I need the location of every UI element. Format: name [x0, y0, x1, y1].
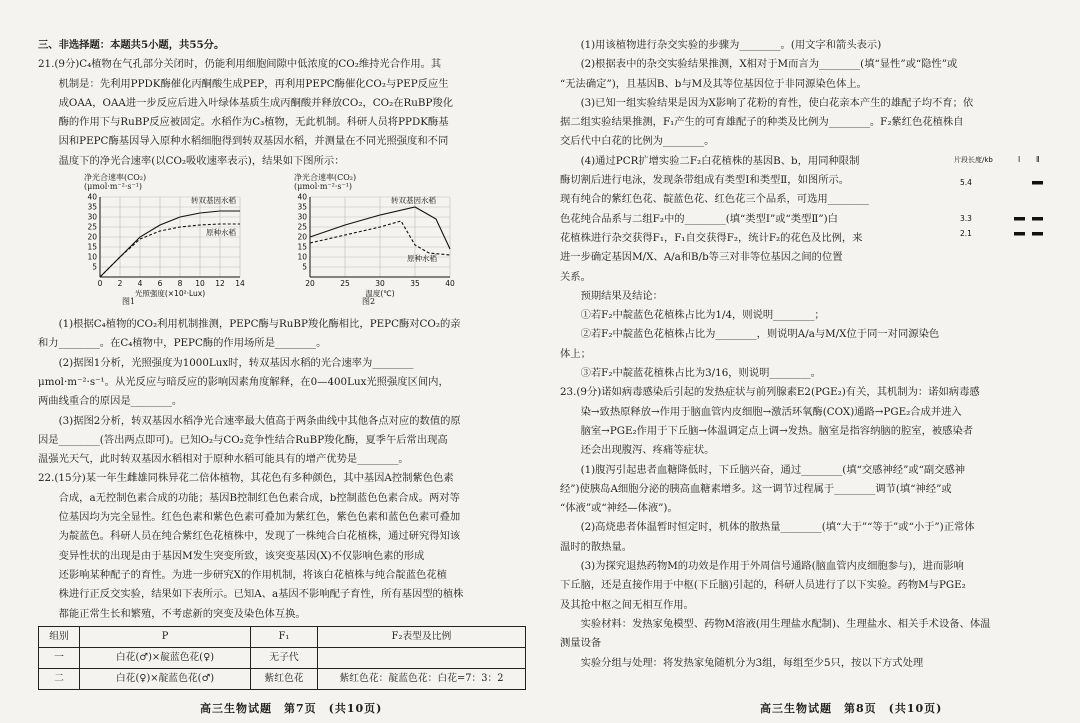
- table-header-row: [39, 626, 526, 647]
- q21-sub: μmol·m⁻²·s⁻¹。从光反应与暗反应的影响因素角度解释，在0—400Lux光照强度区间内，: [38, 375, 449, 388]
- y-tick-label: 25: [87, 222, 97, 232]
- y-tick-label: 30: [297, 212, 307, 222]
- q21-line: 因和PEPC酶基因导入原种水稻细胞得到转双基因水稻，并测量在不同光照强度和不同: [58, 135, 449, 148]
- q23-line: 还会出现腹泻、疼痛等症状。: [580, 444, 715, 457]
- q21-line: 酶的作用下与RuBP反应被固定。水稻作为C₃植物，无此机制。科研人员将PPDK酶基: [58, 116, 449, 129]
- q23-line: 实验分组与处理：将发热家兔随机分为3组，每组至少5只，按以下方式处理: [580, 656, 924, 669]
- fig2-yunit: (μmol·m⁻²·s⁻¹): [294, 182, 353, 192]
- x-tick-label: 10: [195, 279, 205, 289]
- figure-2: [288, 173, 463, 305]
- y-tick-label: 15: [87, 242, 97, 252]
- x-axis-title: 光照强度(×10²·Lux): [134, 289, 206, 299]
- y-tick-label: 20: [297, 232, 307, 242]
- q22-line: 22.(15分)某一年生雌雄同株异花二倍体植物，其花色有多种颜色，其中基因A控制紫色色素: [38, 472, 454, 485]
- section-title: 三、非选择题：本题共5小题，共55分。: [38, 39, 225, 51]
- page-footer-left: 高三生物试题 第7页 (共10页): [200, 702, 383, 715]
- q21-sub: (1)根据C₄植物的CO₂利用机制推测，PEPC酶与RuBP羧化酶相比，PEPC酶对CO₂的亲: [58, 318, 461, 331]
- q22-sub4-cont: 现有纯合的紫红色花、靛蓝色花、红色花三个品系，可选用________: [560, 193, 869, 206]
- q23-line: (2)高烧患者体温暂时恒定时，机体的散热量________(填“大于”“等于”或“小于”)正常体: [580, 521, 975, 534]
- table-row: [39, 647, 526, 668]
- q23-line: 经”)使胰岛A细胞分泌的胰高血糖素增多。这一调节过程属于________调节(填“神经”或: [560, 482, 952, 495]
- q22-line: 株进行正反交实验，结果如下表所示。已知A、a基因不影响配子育性，所有基因型的植株: [58, 588, 464, 601]
- series-label: 原种水稻: [206, 228, 236, 238]
- gel-size-label: 5.4: [960, 177, 972, 187]
- fig1-ylabel: 净光合速率(CO₂): [84, 173, 147, 183]
- gel-band: [1032, 181, 1043, 185]
- gel-band: [1032, 217, 1043, 221]
- x-tick-label: 30: [375, 279, 385, 289]
- gel-band: [1014, 232, 1025, 236]
- y-tick-label: 40: [87, 192, 97, 202]
- prediction-heading: 预期结果及结论：: [580, 289, 663, 302]
- cross-results-table: [38, 626, 526, 690]
- q23-line: 下丘脑，还是直接作用于中枢(下丘脑)引起的，科研人员进行了以下实验。药物M与PGE₂: [560, 579, 966, 592]
- x-tick-label: 4: [137, 279, 143, 289]
- table-cell: 紫红色花：靛蓝色花：白花=7：3：2: [318, 668, 526, 689]
- gel-band: [1014, 217, 1025, 221]
- charts-block: [38, 173, 530, 313]
- y-tick-label: 5: [92, 262, 97, 272]
- q22-sub2: (2)根据表中的杂交实验结果推测，X相对于M而言为________(填“显性”或“隐性”或: [580, 58, 958, 71]
- y-tick-label: 15: [297, 242, 307, 252]
- q22-line: 合成，a无控制色素合成的功能；基因B控制红色色素合成，b控制蓝色色素合成。两对等: [58, 491, 460, 504]
- series-label: 原种水稻: [407, 254, 437, 264]
- q23-line: (1)腹泻引起患者血糖降低时，下丘脑兴奋，通过________(填“交感神经”或“副交感神: [580, 463, 966, 476]
- q22-sub3: (3)已知一组实验结果是因为X影响了花粉的育性，使白花亲本产生的雄配子均不育；依: [580, 96, 974, 109]
- gel-y-title: 片段长度/kb: [954, 155, 993, 164]
- x-tick-label: 8: [177, 279, 183, 289]
- gel-figure: [954, 152, 1046, 252]
- x-tick-label: 25: [340, 279, 350, 289]
- y-tick-label: 30: [87, 212, 97, 222]
- q21-sub: 温强光天气，此时转双基因水稻相对于原种水稻可能具有的增产优势是________。: [38, 453, 409, 466]
- y-tick-label: 25: [297, 222, 307, 232]
- q21-sub: (3)据图2分析，转双基因水稻净光合速率最大值高于两条曲线中其他各点对应的数值的原: [58, 414, 461, 427]
- table-cell: 白花(♂)×靛蓝色花(♀): [80, 647, 251, 668]
- fig1-caption: 图1: [122, 297, 136, 307]
- q22-sub4-cont: 色花纯合品系与二组F₂中的________(填“类型Ⅰ”或“类型Ⅱ”)白: [560, 212, 838, 225]
- q21-sub: 两曲线重合的原因是________。: [38, 395, 183, 408]
- q22-sub2-cont: “无法确定”)，且基因B、b与M及其等位基因位于非同源染色体上。: [560, 77, 867, 90]
- x-tick-label: 2: [117, 279, 123, 289]
- table-header: F₂表型及比例: [318, 626, 526, 647]
- gel-lane-label: Ⅱ: [1036, 154, 1040, 164]
- q21-line: 温度下的净光合速率(以CO₂吸收速率表示)，结果如下图所示：: [58, 154, 345, 167]
- q23-line: 23.(9分)诺如病毒感染后引起的发热症状与前列腺素E2(PGE₂)有关，其机制为：诺如病毒感: [560, 386, 980, 399]
- q23-line: 及其抢中枢之间无相互作用。: [560, 598, 694, 611]
- gel-diagram: [954, 152, 1046, 252]
- y-tick-label: 20: [87, 232, 97, 242]
- fig1-plot: [78, 193, 253, 305]
- q21-line: 机制是：先利用PPDK酶催化丙酮酸生成PEP，再利用PEPC酶催化CO₂与PEP反应生: [58, 77, 449, 90]
- table-header: F₁: [251, 626, 318, 647]
- prediction-item-cont: 体上；: [560, 347, 591, 360]
- q22-sub4: (4)通过PCR扩增实验二F₂白花植株的基因B、b，用同种限制: [580, 154, 860, 167]
- y-tick-label: 10: [87, 252, 97, 262]
- series-label: 转双基因水稻: [191, 196, 236, 206]
- series-label: 转双基因水稻: [391, 196, 436, 206]
- q21-sub: 因是________(答出两点即可)。已知O₂与CO₂竞争性结合RuBP羧化酶，夏季午后常出现高: [38, 433, 448, 446]
- gel-band: [1032, 232, 1043, 236]
- gel-lane-label: Ⅰ: [1018, 154, 1021, 164]
- left-column: [38, 36, 530, 690]
- q23-line: (3)为探究退热药物M的功效是作用于外周信号通路(脑血管内皮细胞参与)，进而影响: [580, 560, 964, 573]
- x-tick-label: 0: [97, 279, 103, 289]
- q21-sub: 和力________。在C₄植物中，PEPC酶的作用场所是________。: [38, 337, 327, 350]
- table-cell: 白花(♀)×靛蓝色花(♂): [80, 668, 251, 689]
- y-tick-label: 40: [297, 192, 307, 202]
- table-header: 组别: [39, 626, 80, 647]
- q22-sub1: (1)用该植物进行杂交实验的步骤为________。(用文字和箭头表示): [580, 39, 882, 51]
- x-axis-title: 温度(℃): [365, 289, 395, 299]
- prediction-item: ①若F₂中靛蓝色花植株占比为1/4，则说明________；: [580, 309, 825, 322]
- q22-line: 还影响某种配子的育性。为进一步研究X的作用机制，将该白花植株与纯合靛蓝色花植: [58, 568, 447, 581]
- q23-line: 测量设备: [560, 637, 602, 650]
- x-tick-label: 35: [410, 279, 420, 289]
- q22-sub4-cont: 花植株进行杂交获得F₁，F₁自交获得F₂，统计F₂的花色及比例，来: [560, 231, 863, 244]
- y-tick-label: 35: [87, 202, 97, 212]
- fig2-caption: 图2: [362, 297, 376, 307]
- gel-size-label: 2.1: [960, 228, 972, 238]
- q22-sub3-cont: 交后代中白花的比例为________。: [560, 135, 715, 148]
- q22-sub4-cont: 酶切割后进行电泳，发现条带组成有类型Ⅰ和类型Ⅱ，如图所示。: [560, 174, 850, 187]
- fig2-ylabel: 净光合速率(CO₂): [294, 173, 357, 183]
- gel-size-label: 3.3: [960, 213, 972, 223]
- fig2-plot: [288, 193, 463, 305]
- figure-1: [78, 173, 253, 305]
- y-tick-label: 35: [297, 202, 307, 212]
- q21-line: 成OAA，OAA进一步反应后进入叶绿体基质生成丙酮酸并释放CO₂，CO₂在RuBP羧化: [58, 96, 454, 109]
- q22-sub4-cont: 进一步确定基因M/X、A/a和B/b等三对非等位基因之间的位置: [560, 251, 843, 264]
- prediction-item: ③若F₂中靛蓝花植株占比为3/16，则说明________。: [580, 367, 821, 380]
- x-tick-label: 20: [305, 279, 315, 289]
- x-tick-label: 6: [157, 279, 163, 289]
- q23-line: 温时的散热量。: [560, 540, 633, 553]
- prediction-item: ②若F₂中靛蓝色花植株占比为________，则说明A/a与M/X位于同一对同源染色: [580, 328, 940, 341]
- y-tick-label: 10: [297, 252, 307, 262]
- q21-sub: (2)据图1分析，光照强度为1000Lux时，转双基因水稻的光合速率为________: [58, 356, 414, 369]
- table-row: [39, 668, 526, 689]
- page-footer-right: 高三生物试题 第8页 (共10页): [760, 702, 943, 715]
- table-cell: 一: [39, 647, 80, 668]
- y-tick-label: 5: [302, 262, 307, 272]
- q22-line: 为靛蓝色。科研人员在纯合紫红色花植株中，发现了一株纯合白花植株，通过研究得知该: [58, 530, 461, 543]
- right-column: [560, 36, 1046, 673]
- q22-sub3-cont: 据二组实验结果推测，F₁产生的可育雄配子的种类及比例为________。F₂紫红色花植株自: [560, 116, 964, 129]
- table-header: P: [80, 626, 251, 647]
- table-cell: 无子代: [251, 647, 318, 668]
- q23-line: 脑室→PGE₂作用于下丘脑→体温调定点上调→发热。脑室是指容纳脑的腔室，被感染者: [580, 424, 974, 437]
- q22-line: 变异性状的出现是由于基因M发生突变所致，该突变基因(X)不仅影响色素的形成: [58, 549, 425, 562]
- q23-line: 实验材料：发热家兔模型、药物M溶液(用生理盐水配制)、生理盐水、相关手术设备、体温: [580, 617, 991, 630]
- table-cell: [318, 647, 526, 668]
- q21-line: 21.(9分)C₄植物在气孔部分关闭时，仍能利用细胞间隙中低浓度的CO₂维持光合作用。其: [38, 58, 442, 71]
- q22-line: 位基因均为完全显性。红色色素和紫色色素可叠加为紫红色，紫色色素和蓝色色素可叠加: [58, 511, 461, 524]
- q22-line: 都能正常生长和繁殖，不考虑新的突变及染色体互换。: [58, 607, 306, 620]
- x-tick-label: 12: [215, 279, 225, 289]
- x-tick-label: 40: [445, 279, 455, 289]
- table-cell: 紫红色花: [251, 668, 318, 689]
- table-cell: 二: [39, 668, 80, 689]
- q23-line: 染→致热原释放→作用于脑血管内皮细胞→激活环氧酶(COX)通路→PGE₂合成并进入: [580, 405, 962, 418]
- q22-sub4-cont: 关系。: [560, 270, 591, 283]
- x-tick-label: 14: [235, 279, 245, 289]
- fig1-yunit: (μmol·m⁻²·s⁻¹): [84, 182, 143, 192]
- q23-line: “体液”或“神经—体液”)。: [560, 502, 678, 515]
